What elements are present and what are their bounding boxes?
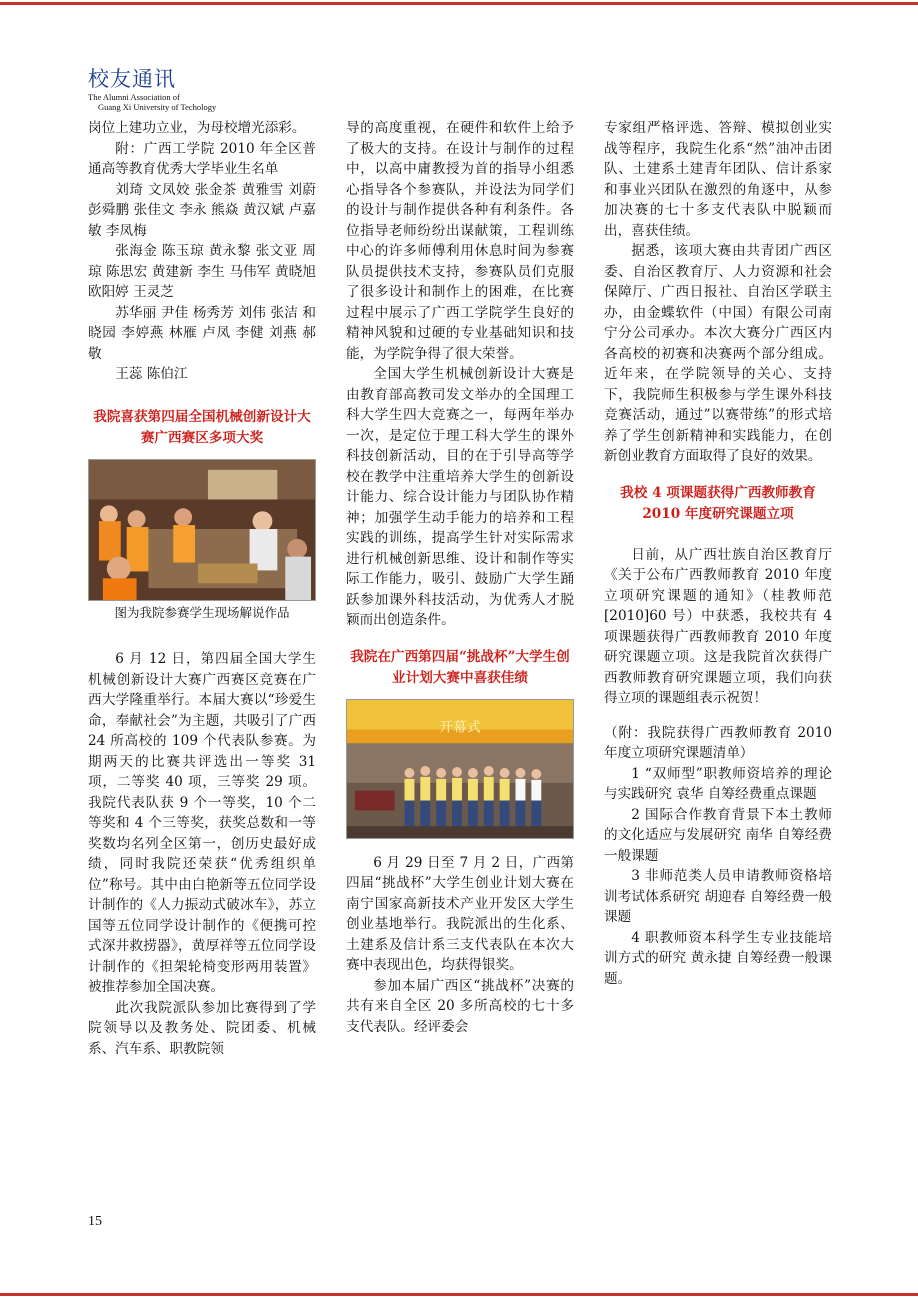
name-list: 张海金 陈玉琼 黄永黎 张文亚 周琼 陈思宏 黄建新 李生 马伟军 黄晓旭 欧阳婷 王灵芝 <box>88 243 316 300</box>
article-heading: 我院喜获第四届全国机械创新设计大赛广西赛区多项大奖 <box>93 408 311 446</box>
name-list: 刘琦 文凤姣 张金茶 黄雅雪 刘蔚 彭舜鹏 张佳文 李永 熊焱 黄汉斌 卢嘉敏 李凤梅 <box>88 181 316 239</box>
list-item: 1 “双师型”职教师资培养的理论与实践研究 袁华 自筹经费重点课题 <box>604 765 832 802</box>
bottom-rule <box>0 1293 918 1296</box>
photo-caption: 图为我院参赛学生现场解说作品 <box>114 604 290 620</box>
name-list: 王蕊 陈伯江 <box>115 366 188 382</box>
column-3 <box>604 118 832 989</box>
banner-text: 开幕式 <box>439 719 481 736</box>
masthead-english-line2: Guang Xi University of Techology <box>98 102 217 112</box>
paragraph: 岗位上建功立业，为母校增光添彩。 <box>88 120 306 136</box>
ceremony-photo <box>346 699 574 839</box>
masthead <box>88 66 216 112</box>
paragraph: 专家组严格评选、答辩、模拟创业实战等程序，我院生化系“然”油冲击团队、土建系土建青年团队、信计系家和事业兴团队在激烈的角逐中，从参加决赛的七十多支代表队中脱颖而出，喜获佳绩。 <box>604 120 832 239</box>
page-number: 15 <box>88 1214 102 1229</box>
paragraph: 导的高度重视，在硬件和软件上给予了极大的支持。在设计与制作的过程中，以高中庸教授为首的指导小组悉心指导各个参赛队，并设法为同学们的设计与制作提供各种有利条件。各位指导老师纷纷出谋献策，工程训练中心的许多师傅利用休息时间为参赛队员提供技术支持，参赛队员们克服了很多设计和制作上的困难，在比赛过程中展示了广西工学院学生良好的精神风貌和过硬的专业基础知识和技能，为学院争得了很大荣誉。 <box>346 120 574 362</box>
paragraph: 全国大学生机械创新设计大赛是由教育部高教司发文举办的全国理工科大学生四大竞赛之一，每两年举办一次，是定位于理工科大学生的课外科技创新活动，目的在于引导高等学校在教学中注重培养大学生的创新设计能力、综合设计能力与团队协作精神；加强学生动手能力的培养和工程实践的训练，提高学生针对实际需求进行机械创新思维、设计和制作等实际工作能力，吸引、鼓励广大学生踊跃参加课外科技活动，为优秀人才脱颖而出创造条件。 <box>346 366 574 628</box>
top-rule <box>0 2 918 5</box>
name-list: 苏华丽 尹佳 杨秀芳 刘伟 张洁 和晓园 李婷燕 林雁 卢凤 李健 刘燕 郝敬 <box>88 304 316 362</box>
paragraph: 据悉，该项大赛由共青团广西区委、自治区教育厅、人力资源和社会保障厅、广西日报社、自治区学联主办，由金蝶软件（中国）有限公司南宁分公司承办。本次大赛分广西区内各高校的初赛和决赛两个部分组成。近年来，在学院领导的关心、支持下，我院师生积极参与学生课外科技竞赛活动，通过”以赛带练”的形式培养了学生创新精神和实践能力，在创新创业教育方面取得了良好的效果。 <box>604 243 832 464</box>
column-2 <box>346 118 574 1037</box>
paragraph: 附：广西工学院 2010 年全区普通高等教育优秀大学毕业生名单 <box>88 140 316 177</box>
paragraph: 日前，从广西壮族自治区教育厅《关于公布广西教师教育 2010 年度立项研究课题的通知》（桂教师范[2010]60 号）中获悉，我校共有 4 项课题获得广西教师教育 2010 年度研究课题立项。这是我院首次获得广西教师教育研究课题立项，我们向获得立项的课题组表示祝贺！ <box>604 546 832 706</box>
list-item: 2 国际合作教育背景下本土教师的文化适应与发展研究 南华 自筹经费一般课题 <box>604 806 832 864</box>
masthead-english-line1: The Alumni Association of <box>88 92 180 102</box>
competition-photo <box>88 459 316 601</box>
paragraph: 6 月 12 日，第四届全国大学生机械创新设计大赛广西赛区竞赛在广西大学隆重举行。本届大赛以“珍爱生命，奉献社会”为主题，共吸引了广西 24 所高校的 109 个代表队参赛。为期两天的比赛共评选出一等奖 31 项，二等奖 40 项，三等奖 29 项。我院代表队获 9 个一等奖，10 个二等奖和 4 个三等奖，获奖总数和一等奖数均名列全区第一，创历史最好成绩，同时我院还荣获“优秀组织单位”称号。其中由白艳新等五位同学设计制作的《人力振动式破冰车》，苏立国等五位同学设计制作的《便携可控式深井救捞器》，黄厚祥等五位同学设计制作的《担架轮椅变形两用装置》被推荐参加全国决赛。 <box>88 651 316 995</box>
article-heading: 我校 4 项课题获得广西教师教育 2010 年度研究课题立项 <box>620 484 816 522</box>
paragraph: 参加本届广西区“挑战杯”决赛的共有来自全区 20 多所高校的七十多支代表队。经评委会 <box>346 977 574 1035</box>
paragraph: 此次我院派队参加比赛得到了学院领导以及教务处、院团委、机械系、汽车系、职教院领 <box>88 999 316 1057</box>
list-item: 4 职教师资本科学生专业技能培训方式的研究 黄永捷 自筹经费一般课题。 <box>604 929 832 987</box>
masthead-title: 校友通讯 <box>88 67 176 91</box>
column-1 <box>88 118 316 1059</box>
article-heading: 我院在广西第四届“挑战杯”大学生创业计划大赛中喜获佳绩 <box>350 648 570 686</box>
paragraph: 6 月 29 日至 7 月 2 日，广西第四届“挑战杯”大学生创业计划大赛在南宁国家高新技术产业开发区大学生创业基地举行。我院派出的生化系、土建系及信计系三支代表队在本次大赛中表现出色，均获得银奖。 <box>346 854 574 973</box>
list-item: 3 非师范类人员申请教师资格培训考试体系研究 胡迎春 自筹经费一般课题 <box>604 868 832 925</box>
paragraph: （附：我院获得广西教师教育 2010 年度立项研究课题清单） <box>604 724 832 761</box>
